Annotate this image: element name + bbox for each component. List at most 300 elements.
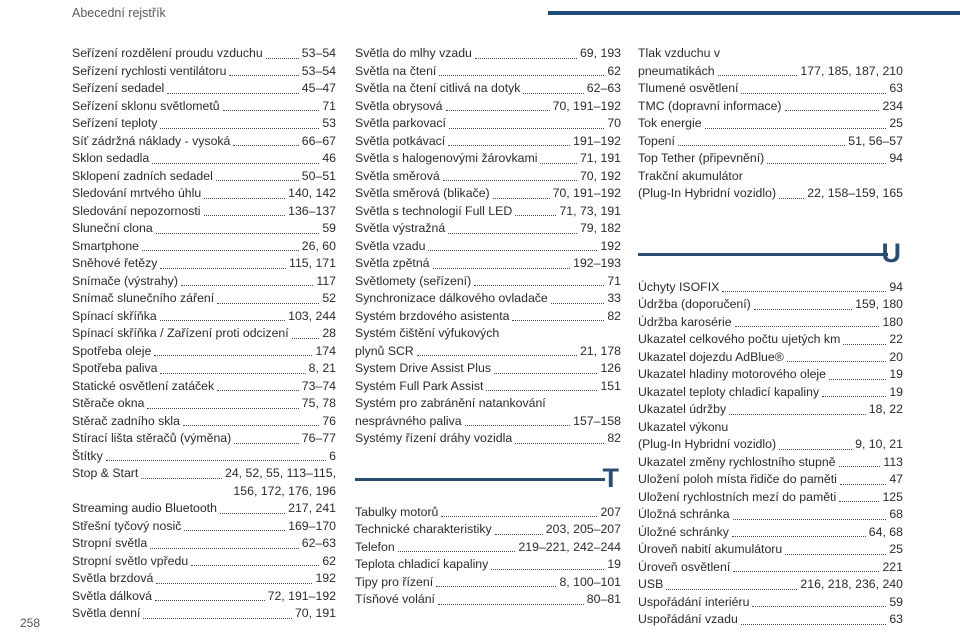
entry-pages: 103, 244 (288, 308, 336, 323)
index-entry (638, 63, 903, 81)
dot-leader (705, 128, 887, 129)
index-entry (72, 308, 336, 326)
index-entry (355, 343, 621, 361)
dot-leader (733, 571, 879, 572)
entry-term: Spotřeba oleje (72, 343, 152, 358)
entry-pages: 21, 178 (579, 343, 621, 358)
dot-leader (142, 250, 299, 251)
entry-pages: 221 (882, 559, 903, 574)
entry-pages: 126 (600, 361, 621, 375)
entry-term: Světla s technologií Full LED (355, 203, 513, 218)
entry-term: Tísňové volání (355, 592, 435, 606)
dot-leader (417, 355, 577, 356)
index-entry (638, 454, 903, 472)
entry-pages: 45–47 (301, 81, 336, 95)
entry-term: Sklon sedadla (72, 151, 150, 165)
dot-leader (465, 425, 570, 426)
entry-pages: 71, 191 (579, 151, 621, 165)
entry-pages: 72, 191–192 (267, 588, 336, 603)
index-entry (638, 366, 903, 384)
entry-pages: 19 (889, 384, 903, 399)
index-entry (638, 98, 903, 116)
dot-leader (229, 75, 298, 76)
index-entry-continuation: 156, 172, 176, 196 (233, 483, 336, 498)
index-entry (355, 168, 621, 186)
entry-term: Streaming audio Bluetooth (72, 501, 217, 515)
entry-pages: 113 (883, 454, 903, 469)
index-entry (638, 576, 903, 594)
entry-term: Stírací lišta stěračů (výměna) (72, 431, 232, 445)
entry-pages: 75, 78 (301, 396, 336, 410)
entry-term: Ukazatel teploty chladicí kapaliny (638, 384, 820, 399)
index-entry-first-line: Trakční akumulátor (638, 168, 743, 183)
index-entry (72, 518, 336, 536)
entry-term: Tipy pro řízení (355, 574, 434, 589)
dot-leader (779, 449, 852, 450)
index-entry (355, 45, 621, 63)
entry-term: Stop & Start (72, 466, 139, 480)
section-letter: T (602, 462, 619, 493)
index-entry (72, 325, 336, 343)
dot-leader (718, 75, 798, 76)
index-entry (72, 570, 336, 588)
entry-pages: 62–63 (586, 81, 621, 95)
index-entry (638, 296, 903, 314)
entry-pages: 46 (322, 151, 336, 165)
index-entry (638, 489, 903, 507)
section-divider (638, 223, 903, 279)
entry-pages: 53 (322, 116, 336, 130)
dot-leader (436, 586, 556, 587)
entry-pages: 19 (607, 557, 621, 571)
index-entry (638, 471, 903, 489)
entry-pages: 63 (889, 612, 903, 626)
entry-term: Uložení rychlostních mezí do paměti (638, 489, 837, 504)
dot-leader (495, 534, 543, 535)
entry-term: Seřízení rozdělení proudu vzduchu (72, 46, 263, 60)
entry-term: Světla vzadu (355, 238, 426, 253)
index-entry (72, 80, 336, 98)
entry-term: Stěrač zadního skla (72, 413, 181, 428)
entry-pages: 62–63 (301, 536, 336, 550)
entry-term: Spotřeba paliva (72, 361, 158, 375)
entry-term: Tlumené osvětlení (638, 81, 739, 95)
entry-term: Seřízení sklonu světlometů (72, 98, 220, 113)
entry-pages: 63 (889, 81, 903, 95)
entry-term: Teplota chladicí kapaliny (355, 557, 489, 571)
entry-term: Ukazatel hladiny motorového oleje (638, 367, 826, 381)
dot-leader (515, 443, 604, 444)
index-entry (355, 98, 621, 116)
dot-leader (147, 408, 298, 409)
entry-pages: 70 (607, 116, 621, 130)
entry-pages: 68 (889, 507, 903, 521)
entry-pages: 136–137 (288, 203, 336, 218)
entry-pages: 82 (607, 308, 621, 323)
entry-pages: 94 (889, 279, 903, 294)
entry-pages: 140, 142 (288, 186, 336, 200)
dot-leader (767, 163, 886, 164)
entry-pages: 174 (315, 343, 336, 358)
entry-pages: 33 (607, 291, 621, 305)
entry-pages: 18, 22 (868, 402, 903, 416)
dot-leader (733, 519, 887, 520)
entry-pages: 125 (882, 489, 903, 504)
entry-term: USB (638, 577, 664, 591)
entry-term: Údržba karosérie (638, 314, 732, 329)
dot-leader (217, 390, 299, 391)
dot-leader (475, 58, 577, 59)
entry-term: Spínací skříňka (72, 308, 157, 323)
entry-pages: 94 (889, 151, 903, 165)
entry-term: Světla brzdová (72, 571, 154, 585)
dot-leader (729, 414, 866, 415)
index-entry (72, 500, 336, 518)
index-entry (355, 220, 621, 238)
entry-pages: 8, 21 (308, 361, 336, 375)
index-entry (355, 504, 621, 522)
entry-pages: 203, 205–207 (545, 522, 621, 536)
index-entry (72, 45, 336, 63)
dot-leader (754, 309, 852, 310)
index-entry (72, 273, 336, 291)
entry-term: Spínací skříňka / Zařízení proti odcizení (72, 326, 289, 340)
entry-pages: 217, 241 (288, 501, 336, 515)
entry-term: Světla do mlhy vzadu (355, 46, 472, 60)
entry-pages: 28 (322, 326, 336, 340)
dot-leader (449, 128, 604, 129)
index-entry (638, 331, 903, 349)
entry-term: Světlomety (seřízení) (355, 273, 472, 288)
entry-term: Světla na čtení (355, 63, 437, 78)
entry-term: Stropní světlo vpředu (72, 553, 189, 568)
dot-leader (234, 443, 299, 444)
entry-pages: 159, 180 (855, 297, 903, 311)
entry-pages: 79, 182 (579, 221, 621, 235)
dot-leader (486, 390, 597, 391)
entry-term: Tabulky motorů (355, 504, 439, 519)
dot-leader (722, 291, 886, 292)
entry-term: System Drive Assist Plus (355, 361, 491, 375)
index-entry (72, 448, 336, 466)
entry-term: Světla parkovací (355, 116, 446, 130)
entry-pages: 76 (322, 413, 336, 428)
index-entry (355, 63, 621, 81)
dot-leader (167, 93, 299, 94)
dot-leader (512, 320, 604, 321)
section-divider (355, 448, 621, 504)
index-column-3 (638, 45, 903, 629)
entry-term: Technické charakteristiky (355, 522, 492, 536)
index-header-title: Abecední rejstřík (72, 6, 166, 20)
entry-term: Síť zádržná náklady - vysoká (72, 133, 231, 148)
entry-pages: 6 (329, 448, 336, 463)
index-entry (355, 378, 621, 396)
entry-term: Snímač slunečního záření (72, 291, 215, 305)
entry-term: Ukazatel celkového počtu ujetých km (638, 332, 841, 346)
dot-leader (438, 604, 584, 605)
entry-pages: 59 (322, 221, 336, 235)
index-entry (355, 185, 621, 203)
dot-leader (785, 110, 880, 111)
entry-term: Seřízení rychlosti ventilátoru (72, 63, 227, 78)
index-entry (72, 185, 336, 203)
entry-term: Světla na čtení citlivá na dotyk (355, 81, 521, 95)
entry-pages: 70, 191 (294, 606, 336, 620)
index-entry (638, 559, 903, 577)
entry-term: Světla obrysová (355, 98, 443, 113)
entry-pages: 82 (607, 431, 621, 445)
entry-pages: 192 (600, 238, 621, 253)
entry-term: Topení (638, 133, 675, 148)
entry-term: Úroveň nabití akumulátoru (638, 542, 783, 556)
entry-pages: 80–81 (586, 592, 621, 606)
entry-term: Statické osvětlení zatáček (72, 378, 215, 393)
entry-term: Systém brzdového asistenta (355, 308, 510, 323)
entry-pages: 9, 10, 21 (855, 437, 903, 451)
dot-leader (843, 344, 886, 345)
entry-term: Tok energie (638, 116, 702, 130)
section-spacer (638, 203, 903, 223)
entry-term: Snímače (výstrahy) (72, 273, 178, 288)
index-entry (638, 541, 903, 559)
index-entry (72, 605, 336, 623)
dot-leader (106, 460, 326, 461)
dot-leader (515, 215, 556, 216)
entry-term: Světla denní (72, 606, 141, 620)
dot-leader (494, 373, 597, 374)
entry-term: Světla potkávací (355, 133, 446, 148)
index-entry (355, 150, 621, 168)
entry-pages: 71, 73, 191 (559, 203, 621, 218)
dot-leader (217, 303, 319, 304)
entry-term: Světla s halogenovými žárovkami (355, 151, 538, 165)
dot-leader (551, 303, 605, 304)
entry-term: Seřízení sedadel (72, 81, 165, 95)
entry-term: TMC (dopravní informace) (638, 98, 782, 113)
entry-term: nesprávného paliva (355, 413, 462, 428)
dot-leader (822, 396, 886, 397)
entry-term: Světla výstražná (355, 221, 446, 235)
dot-leader (474, 285, 604, 286)
dot-leader (540, 163, 576, 164)
index-entry-first-line: Systém čištění výfukových (355, 326, 500, 340)
index-entry (355, 238, 621, 256)
index-entry (638, 133, 903, 151)
index-entry (72, 98, 336, 116)
index-column-1 (72, 45, 336, 623)
entry-term: Synchronizace dálkového ovladače (355, 291, 548, 305)
entry-term: Uspořádání interiéru (638, 594, 750, 609)
index-entry (72, 360, 336, 378)
entry-pages: 53–54 (301, 63, 336, 78)
entry-pages: 20 (889, 349, 903, 364)
index-entry (355, 80, 621, 98)
dot-leader (779, 198, 804, 199)
index-entry (355, 591, 621, 609)
entry-term: Úložná schránka (638, 507, 730, 521)
index-entry (72, 413, 336, 431)
entry-term: Stropní světla (72, 536, 148, 550)
header-accent-bar (548, 11, 960, 15)
dot-leader (741, 93, 886, 94)
dot-leader (493, 198, 550, 199)
entry-pages: 219–221, 242–244 (518, 539, 621, 554)
entry-pages: 69, 193 (579, 46, 621, 60)
entry-term: Štítky (72, 448, 103, 463)
entry-pages: 216, 218, 236, 240 (800, 577, 903, 591)
dot-leader (666, 589, 797, 590)
dot-leader (152, 163, 319, 164)
index-entry (638, 436, 903, 454)
entry-pages: 22, 158–159, 165 (807, 186, 903, 200)
page-number: 258 (20, 616, 41, 630)
entry-pages: 59 (889, 594, 903, 609)
index-entry (638, 80, 903, 98)
entry-term: Systém Full Park Assist (355, 378, 484, 393)
entry-pages: 66–67 (301, 133, 336, 148)
section-letter: U (881, 237, 901, 268)
dot-leader (266, 58, 299, 59)
entry-term: plynů SCR (355, 343, 414, 358)
entry-term: pneumatikách (638, 63, 715, 78)
dot-leader (448, 145, 570, 146)
index-entry (355, 413, 621, 431)
index-entry (72, 203, 336, 221)
entry-pages: 52 (322, 291, 336, 305)
index-entry (72, 343, 336, 361)
dot-leader (141, 478, 222, 479)
dot-leader (150, 548, 299, 549)
entry-pages: 53–54 (301, 46, 336, 60)
entry-term: Světla směrová (355, 168, 440, 183)
entry-pages: 151 (600, 378, 621, 393)
entry-term: Uspořádání vzadu (638, 612, 738, 626)
index-entry (638, 150, 903, 168)
entry-pages: 169–170 (288, 518, 336, 533)
index-entry (638, 524, 903, 542)
entry-pages: 76–77 (301, 431, 336, 445)
entry-term: Světla dálková (72, 588, 152, 603)
index-entry (72, 290, 336, 308)
entry-pages: 191–192 (573, 133, 621, 148)
dot-leader (184, 530, 285, 531)
dot-leader (156, 583, 312, 584)
index-entry (72, 150, 336, 168)
entry-pages: 51, 56–57 (848, 133, 903, 148)
entry-pages: 50–51 (301, 168, 336, 183)
entry-term: Top Tether (připevnění) (638, 151, 765, 165)
section-rule (638, 253, 888, 256)
entry-pages: 70, 191–192 (552, 98, 621, 113)
entry-pages: 64, 68 (868, 524, 903, 539)
index-entry (638, 279, 903, 297)
dot-leader (523, 93, 583, 94)
entry-pages: 73–74 (301, 378, 336, 393)
entry-term: Sněhové řetězy (72, 256, 158, 270)
dot-leader (433, 268, 571, 269)
index-entry (638, 506, 903, 524)
entry-term: Ukazatel údržby (638, 402, 727, 416)
dot-leader (191, 565, 319, 566)
entry-pages: 177, 185, 187, 210 (800, 63, 903, 78)
entry-pages: 157–158 (573, 413, 621, 428)
entry-term: Úložné schránky (638, 524, 729, 539)
index-entry-first-line: Tlak vzduchu v (638, 46, 721, 60)
index-entry (72, 465, 336, 483)
index-entry (72, 553, 336, 571)
dot-leader (154, 355, 312, 356)
dot-leader (233, 145, 298, 146)
entry-term: Smartphone (72, 238, 139, 253)
entry-term: Sledování nepozornosti (72, 203, 201, 218)
dot-leader (160, 320, 285, 321)
index-entry (355, 308, 621, 326)
dot-leader (143, 618, 292, 619)
index-entry (355, 360, 621, 378)
index-entry (72, 63, 336, 81)
dot-leader (741, 624, 887, 625)
index-entry (638, 349, 903, 367)
index-entry (355, 115, 621, 133)
entry-pages: 62 (322, 553, 336, 568)
entry-term: Úchyty ISOFIX (638, 279, 720, 294)
dot-leader (840, 484, 886, 485)
index-entry (355, 273, 621, 291)
entry-term: Telefon (355, 539, 395, 554)
dot-leader (735, 326, 880, 327)
index-entry (72, 588, 336, 606)
dot-leader (160, 128, 319, 129)
entry-term: Světla zpětná (355, 256, 430, 270)
dot-leader (446, 110, 550, 111)
entry-pages: 117 (316, 273, 336, 288)
index-entry (72, 378, 336, 396)
entry-pages: 22 (889, 332, 903, 346)
index-entry (72, 395, 336, 413)
dot-leader (155, 600, 265, 601)
entry-term: Sklopení zadních sedadel (72, 168, 213, 183)
index-entry (638, 314, 903, 332)
entry-term: Uložení poloh místa řidiče do paměti (638, 472, 837, 486)
dot-leader (223, 110, 320, 111)
entry-pages: 180 (882, 314, 903, 329)
dot-leader (785, 554, 886, 555)
index-entry (72, 133, 336, 151)
dot-leader (216, 180, 299, 181)
index-entry (72, 168, 336, 186)
entry-pages: 24, 52, 55, 113–115, (225, 466, 336, 480)
entry-pages: 192–193 (573, 256, 621, 270)
dot-leader (292, 338, 320, 339)
index-entry-first-line: Ukazatel výkonu (638, 419, 729, 434)
dot-leader (752, 606, 886, 607)
index-entry (638, 611, 903, 629)
entry-pages: 192 (315, 571, 336, 585)
dot-leader (181, 285, 313, 286)
index-entry (72, 238, 336, 256)
dot-leader (439, 75, 604, 76)
entry-term: Sluneční clona (72, 221, 153, 235)
dot-leader (160, 268, 286, 269)
entry-term: Střešní tyčový nosič (72, 518, 182, 533)
dot-leader (428, 250, 597, 251)
entry-pages: 25 (889, 116, 903, 130)
dot-leader (732, 536, 866, 537)
entry-term: Sledování mrtvého úhlu (72, 186, 202, 200)
index-column-2 (355, 45, 621, 609)
entry-term: Světla směrová (blikače) (355, 186, 490, 200)
